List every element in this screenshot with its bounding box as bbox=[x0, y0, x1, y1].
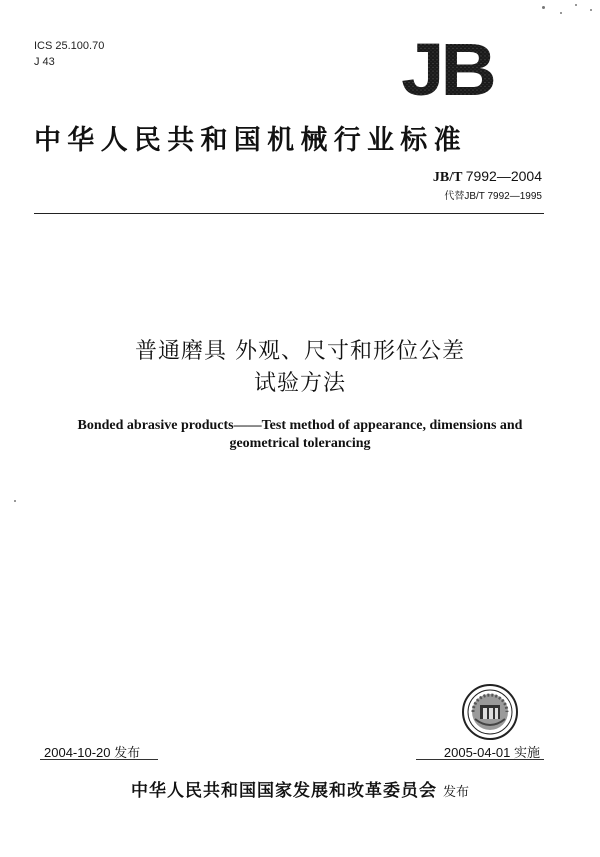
ics-code: ICS 25.100.70 bbox=[34, 40, 105, 52]
implementation-date-underline bbox=[416, 759, 544, 760]
implementation-date: 2005-04-01 实施 bbox=[443, 745, 540, 760]
scan-speck bbox=[575, 4, 577, 6]
classification-code: J 43 bbox=[34, 56, 55, 68]
chinese-title-line-2: 试验方法 bbox=[253, 371, 346, 396]
scan-speck bbox=[590, 9, 592, 11]
jb-logo bbox=[388, 36, 506, 104]
ministry-title: 中华人民共和国机械行业标准 bbox=[34, 125, 467, 156]
standard-number-prefix: JB/T bbox=[432, 170, 466, 185]
publisher-name: 中华人民共和国国家发展和改革委员会 bbox=[130, 781, 437, 801]
scan-speck bbox=[560, 12, 562, 14]
issue-date: 2004-10-20 发布 bbox=[44, 745, 141, 760]
publisher-suffix: 发布 bbox=[442, 785, 469, 800]
svg-text:JB: JB bbox=[401, 36, 493, 104]
issue-date-underline bbox=[40, 759, 158, 760]
scan-speck bbox=[542, 6, 545, 9]
chinese-title-line-1: 普通磨具 外观、尺寸和形位公差 bbox=[135, 339, 465, 364]
header-rule bbox=[34, 213, 544, 214]
replaced-standard: 代替JB/T 7992—1995 bbox=[444, 191, 542, 202]
standard-number-value: 7992—2004 bbox=[465, 168, 542, 184]
standard-number bbox=[372, 168, 542, 186]
scan-speck bbox=[14, 500, 16, 502]
seal-stamp-icon bbox=[461, 683, 519, 741]
english-title-line-1: Bonded abrasive products——Test method of appearance, dimensions and bbox=[77, 418, 523, 433]
publisher bbox=[0, 776, 600, 801]
english-title-line-2: geometrical tolerancing bbox=[229, 436, 371, 451]
